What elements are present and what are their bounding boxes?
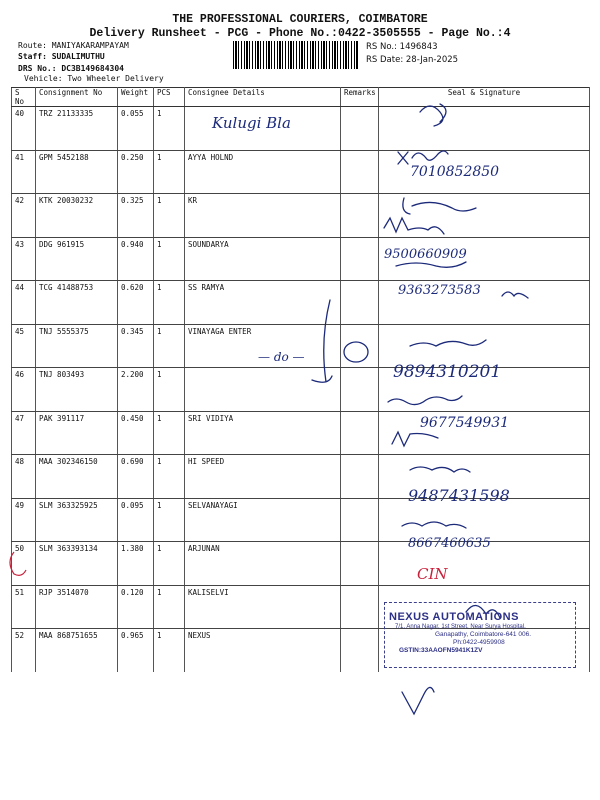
cell-sno: 49 <box>12 498 36 542</box>
cell-weight: 0.940 <box>118 237 154 281</box>
rs-date: RS Date: 28-Jan-2025 <box>366 55 459 65</box>
cell-consignee: VINAYAGA ENTER <box>185 324 341 368</box>
cell-sno: 51 <box>12 585 36 629</box>
cell-consignee: KR <box>185 194 341 238</box>
stamp-gstin: GSTIN:33AAOFN5941K1ZV <box>399 647 483 654</box>
col-pcs: PCS <box>154 88 185 107</box>
signature-scribble <box>398 151 448 164</box>
cell-pcs: 1 <box>154 368 185 412</box>
cell-consignment: KTK 20030232 <box>36 194 118 238</box>
cell-consignee: ARJUNAN <box>185 542 341 586</box>
cell-weight: 2.200 <box>118 368 154 412</box>
cell-weight: 1.380 <box>118 542 154 586</box>
cell-pcs: 1 <box>154 455 185 499</box>
cell-consignment: SLM 363325925 <box>36 498 118 542</box>
cell-sno: 40 <box>12 107 36 151</box>
stamp-address: 7/1, Anna Nagar, 1st Street, Near Surya Hospital, <box>395 624 526 630</box>
col-consignee: Consignee Details <box>185 88 341 107</box>
signature-scribble <box>396 262 528 298</box>
cell-sno: 42 <box>12 194 36 238</box>
handwritten-phone: 9500660909 <box>384 247 467 262</box>
handwritten-phone: 9677549931 <box>420 415 510 431</box>
cell-consignment: TNJ 5555375 <box>36 324 118 368</box>
cell-consignee: AYYA HOLND <box>185 150 341 194</box>
signature-scribble: Kulugi Bla <box>212 114 291 132</box>
cell-pcs: 1 <box>154 542 185 586</box>
cell-weight: 0.250 <box>118 150 154 194</box>
cell-sno: 44 <box>12 281 36 325</box>
cell-consignment: TNJ 803493 <box>36 368 118 412</box>
signature-scribble <box>410 467 470 472</box>
col-signature: Seal & Signature <box>379 88 590 107</box>
col-weight: Weight <box>118 88 154 107</box>
stamp-city: Ganapathy, Coimbatore-641 006. <box>435 631 531 638</box>
cell-pcs: 1 <box>154 498 185 542</box>
col-sno: S No <box>12 88 36 107</box>
cell-consignment: GPM 5452188 <box>36 150 118 194</box>
cell-consignee: HI SPEED <box>185 455 341 499</box>
cell-weight: 0.325 <box>118 194 154 238</box>
document-subtitle: Delivery Runsheet - PCG - Phone No.:0422-3505555 - Page No.:4 <box>89 27 511 40</box>
handwritten-phone: 8667460635 <box>408 536 491 551</box>
drs-label: DRS No.: DC3B149684304 <box>18 64 124 73</box>
handwritten-phone: 9487431598 <box>408 486 510 505</box>
cell-consignment: RJP 3514070 <box>36 585 118 629</box>
cell-pcs: 1 <box>154 194 185 238</box>
col-consignment: Consignment No <box>36 88 118 107</box>
cell-pcs: 1 <box>154 107 185 151</box>
handwritten-phone: 9894310201 <box>393 362 502 382</box>
staff-label: Staff: SUDALIMUTHU <box>18 52 105 61</box>
cell-pcs: 1 <box>154 150 185 194</box>
signature-scribble <box>410 340 486 346</box>
handwritten-phone: 7010852850 <box>410 164 500 180</box>
ditto-note: — do — <box>258 350 305 364</box>
company-stamp <box>384 602 576 668</box>
cell-consignment: MAA 868751655 <box>36 629 118 672</box>
cell-pcs: 1 <box>154 281 185 325</box>
signature-scribble <box>384 218 444 234</box>
red-checkmark <box>10 552 26 575</box>
cell-weight: 0.620 <box>118 281 154 325</box>
cell-consignee: SOUNDARYA <box>185 237 341 281</box>
cell-pcs: 1 <box>154 629 185 672</box>
cell-weight: 0.055 <box>118 107 154 151</box>
cell-sno: 50 <box>12 542 36 586</box>
signature-scribble <box>392 432 438 446</box>
rs-number: RS No.: 1496843 <box>366 42 438 52</box>
cell-sno: 47 <box>12 411 36 455</box>
cell-consignment: TRZ 21133335 <box>36 107 118 151</box>
cell-consignment: TCG 41488753 <box>36 281 118 325</box>
handwritten-phone: 9363273583 <box>398 283 481 298</box>
signature-scribble <box>312 300 332 382</box>
cell-consignment: DDG 961915 <box>36 237 118 281</box>
cell-weight: 0.095 <box>118 498 154 542</box>
cell-sno: 48 <box>12 455 36 499</box>
cell-consignment: PAK 391117 <box>36 411 118 455</box>
stamp-name: NEXUS AUTOMATIONS <box>389 611 519 623</box>
cell-sno: 43 <box>12 237 36 281</box>
cell-pcs: 1 <box>154 324 185 368</box>
signature-scribble <box>402 522 466 528</box>
cell-sno: 45 <box>12 324 36 368</box>
handwritten-remark: CIN <box>417 565 448 583</box>
col-remarks: Remarks <box>341 88 379 107</box>
cell-pcs: 1 <box>154 237 185 281</box>
cell-consignee: KALISELVI <box>185 585 341 629</box>
stamp-phone: Ph:0422-4959908 <box>453 639 505 646</box>
cell-consignee: SS RAMYA <box>185 281 341 325</box>
signature-scribble <box>420 104 446 126</box>
route-label: Route: MANIYAKARAMPAYAM <box>18 41 129 50</box>
cell-consignee: NEXUS <box>185 629 341 672</box>
cell-sno: 52 <box>12 629 36 672</box>
cell-weight: 0.345 <box>118 324 154 368</box>
cell-weight: 0.450 <box>118 411 154 455</box>
vehicle-label: Vehicle: Two Wheeler Delivery <box>24 74 164 83</box>
cell-pcs: 1 <box>154 585 185 629</box>
cell-sno: 46 <box>12 368 36 412</box>
cell-weight: 0.690 <box>118 455 154 499</box>
cell-pcs: 1 <box>154 411 185 455</box>
cell-sno: 41 <box>12 150 36 194</box>
cell-consignment: SLM 363393134 <box>36 542 118 586</box>
cell-weight: 0.965 <box>118 629 154 672</box>
cell-weight: 0.120 <box>118 585 154 629</box>
cell-consignee: SELVANAYAGI <box>185 498 341 542</box>
cell-consignee: SRI VIDIYA <box>185 411 341 455</box>
signature-scribble <box>403 198 476 214</box>
signature-scribble <box>402 687 434 714</box>
signature-scribble <box>388 396 462 405</box>
document-title: THE PROFESSIONAL COURIERS, COIMBATORE <box>172 13 428 26</box>
signature-scribble <box>344 342 368 362</box>
cell-consignment: MAA 302346150 <box>36 455 118 499</box>
